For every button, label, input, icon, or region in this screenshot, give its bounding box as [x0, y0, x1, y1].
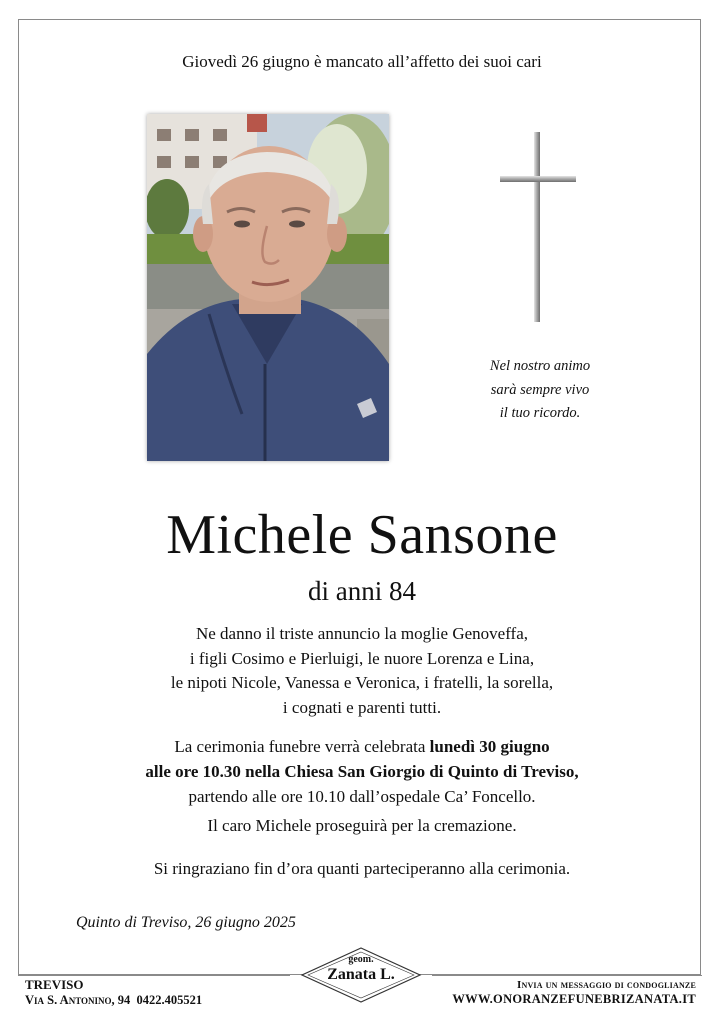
ceremony-time-place: alle ore 10.30 nella Chiesa San Giorgio di Quinto di Treviso, — [145, 762, 579, 781]
website-link[interactable]: WWW.ONORANZEFUNEBRIZANATA.IT — [452, 992, 696, 1006]
footer-divider-right — [432, 975, 702, 976]
announcement — [0, 622, 724, 720]
footer-address — [25, 993, 202, 1008]
thanks-note: Si ringraziano fin d’ora quanti parteciperanno alla cerimonia. — [153, 859, 571, 878]
ceremony-line-2 — [0, 759, 724, 784]
verse-line: Nel nostro animo — [489, 358, 591, 374]
portrait-photo — [147, 114, 389, 461]
ceremony-line-1 — [0, 734, 724, 759]
condolence-label: Invia un messaggio di condoglianze — [517, 979, 696, 991]
phone-number: 0422.405521 — [136, 993, 203, 1007]
announcement-line: Ne danno il triste annuncio la moglie Genoveffa, — [195, 624, 529, 643]
place-date: Quinto di Treviso, 26 giugno 2025 — [76, 914, 296, 931]
logo-name: Zanata L. — [327, 966, 395, 983]
memorial-verse — [460, 355, 620, 426]
verse-line: sarà sempre vivo — [490, 381, 590, 398]
street-address: Via S. Antonino, 94 — [25, 993, 131, 1007]
intro-text: Giovedì 26 giugno è mancato all’affetto dei suoi cari — [182, 52, 542, 71]
footer-divider-left — [18, 975, 290, 976]
cremation-note: Il caro Michele proseguirà per la cremazione. — [207, 816, 517, 835]
announcement-line: le nipoti Nicole, Vanessa e Veronica, i fratelli, la sorella, — [170, 673, 554, 692]
deceased-age: di anni 84 — [308, 576, 416, 606]
ceremony-line-3: partendo alle ore 10.10 dall’ospedale Ca’ Foncello. — [188, 787, 536, 806]
announcement-line: i figli Cosimo e Pierluigi, le nuore Lorenza e Lina, — [189, 648, 535, 668]
logo-title: geom. — [348, 954, 374, 965]
verse-line: il tuo ricordo. — [499, 405, 581, 421]
ceremony-date: lunedì 30 giugno — [429, 737, 550, 756]
deceased-name: Michele Sansone — [166, 504, 558, 566]
ceremony-details — [0, 734, 724, 809]
cross-icon — [498, 130, 578, 325]
footer-city: TREVISO — [25, 977, 84, 992]
announcement-line: i cognati e parenti tutti. — [282, 697, 442, 717]
ceremony-intro: La cerimonia funebre verrà celebrata — [174, 737, 430, 756]
